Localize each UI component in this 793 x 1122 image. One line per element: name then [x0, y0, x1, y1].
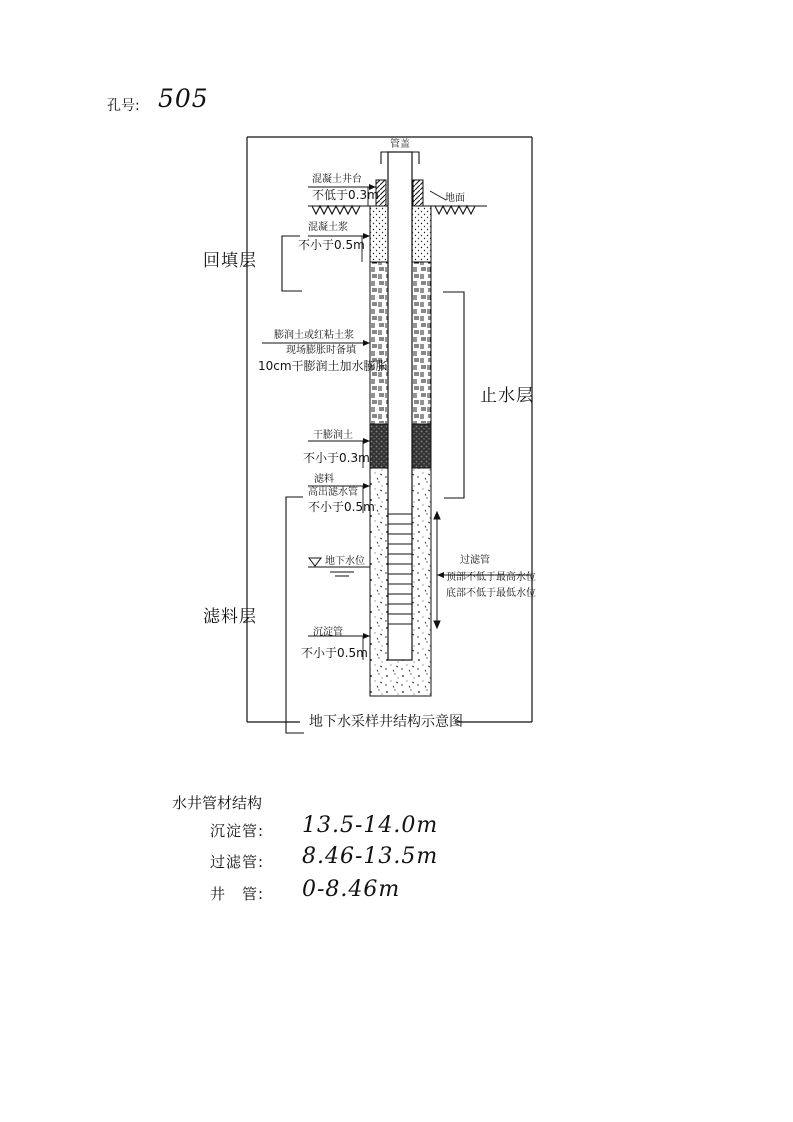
screen-top-label: 顶部不低于最高水位	[446, 572, 536, 583]
zone-backfill-label: 回填层	[203, 251, 257, 271]
diagram-caption: 地下水采样井结构示意图	[309, 714, 463, 730]
filter-label-2: 高出滤水管	[308, 487, 358, 498]
concrete-platform-label: 混凝土井台	[312, 174, 362, 185]
screen-bottom-label: 底部不低于最低水位	[446, 588, 536, 599]
ground-label: 地面	[445, 193, 465, 204]
hole-label: 孔号:	[107, 98, 140, 114]
zone-seal-label: 止水层	[480, 386, 534, 406]
sediment-min-label: 不小于0.5m	[301, 646, 368, 660]
filter-min-label: 不小于0.5m	[308, 500, 375, 514]
screen-label: 过滤管	[460, 555, 490, 566]
spec-label-screen: 过滤管:	[210, 853, 265, 871]
spec-value-sediment: 13.5-14.0m	[302, 813, 439, 838]
zone-filter-label: 滤料层	[203, 607, 257, 627]
water-level-label: 地下水位	[325, 556, 365, 567]
spec-label-sediment: 沉淀管:	[210, 822, 265, 840]
slurry-min-label: 不小于0.5m	[298, 238, 365, 252]
spec-label-well-pipe: 井 管:	[210, 885, 265, 903]
bentonite-label-1: 膨润土或红粘土浆	[274, 330, 354, 341]
hole-number: 505	[158, 84, 209, 113]
screen-dimension	[434, 512, 440, 628]
spec-value-screen: 8.46-13.5m	[302, 844, 439, 869]
dry-bentonite-label: 干膨润土	[313, 430, 353, 441]
spec-value-well-pipe: 0-8.46m	[302, 877, 401, 902]
sediment-label: 沉淀管	[313, 627, 343, 638]
bentonite-label-3: 10cm干膨润土加水膨胀	[258, 359, 388, 373]
pipe-cap-label: 管盖	[390, 139, 410, 150]
dry-min-label: 不小于0.3m	[303, 451, 370, 465]
platform-right	[413, 180, 423, 206]
platform-min-label: 不低于0.3m	[312, 188, 379, 202]
filter-label-1: 滤料	[314, 474, 334, 485]
concrete-slurry-label: 混凝土浆	[308, 222, 348, 233]
specs-title: 水井管材结构	[172, 794, 263, 812]
bentonite-label-2: 现场膨胀时备填	[286, 345, 356, 356]
